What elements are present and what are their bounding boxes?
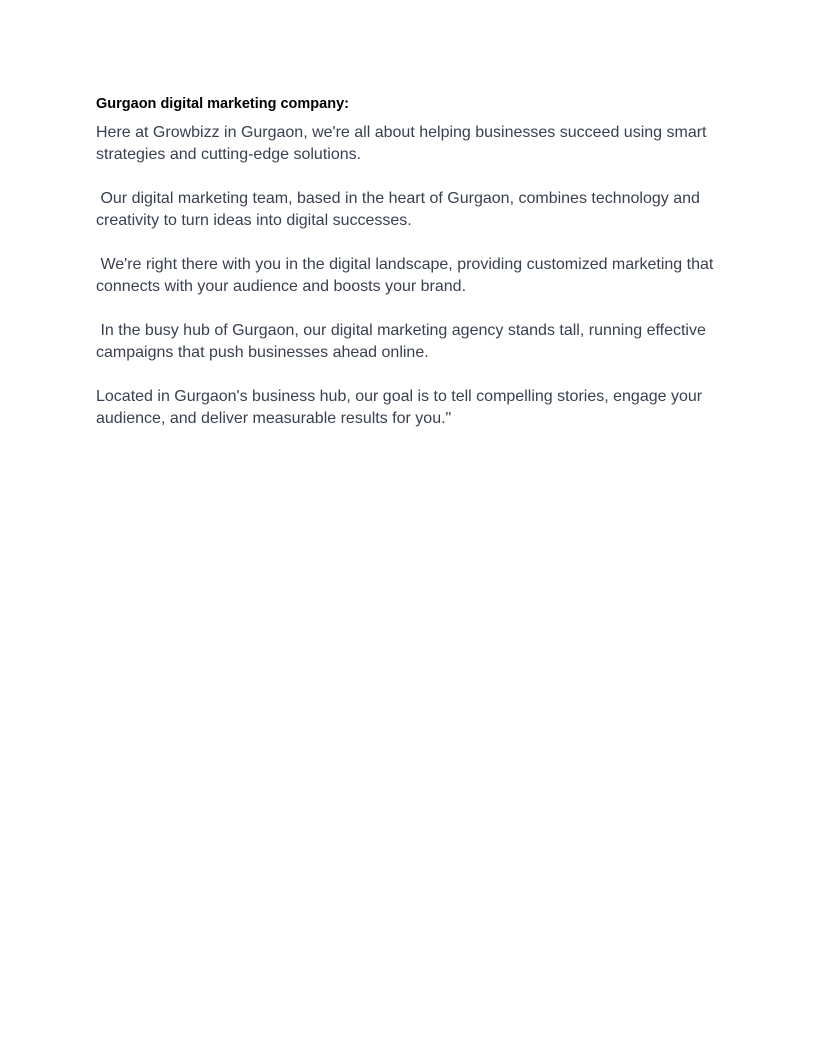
paragraph-goal: Located in Gurgaon's business hub, our goal is to tell compelling stories, engage your audience, and deliver measurable results for you." [96,388,707,427]
document-body [96,94,720,452]
document-heading: Gurgaon digital marketing company: [96,96,349,112]
paragraph-landscape: We're right there with you in the digital landscape, providing customized marketing that connects with your audience and boosts your brand. [96,256,718,295]
paragraph-team: Our digital marketing team, based in the heart of Gurgaon, combines technology and creativity to turn ideas into digital successes. [96,190,705,229]
paragraph-intro: Here at Growbizz in Gurgaon, we're all about helping businesses succeed using smart strategies and cutting-edge solutions. [96,124,711,163]
paragraph-agency: In the busy hub of Gurgaon, our digital marketing agency stands tall, running effective campaigns that push businesses ahead online. [96,322,711,361]
